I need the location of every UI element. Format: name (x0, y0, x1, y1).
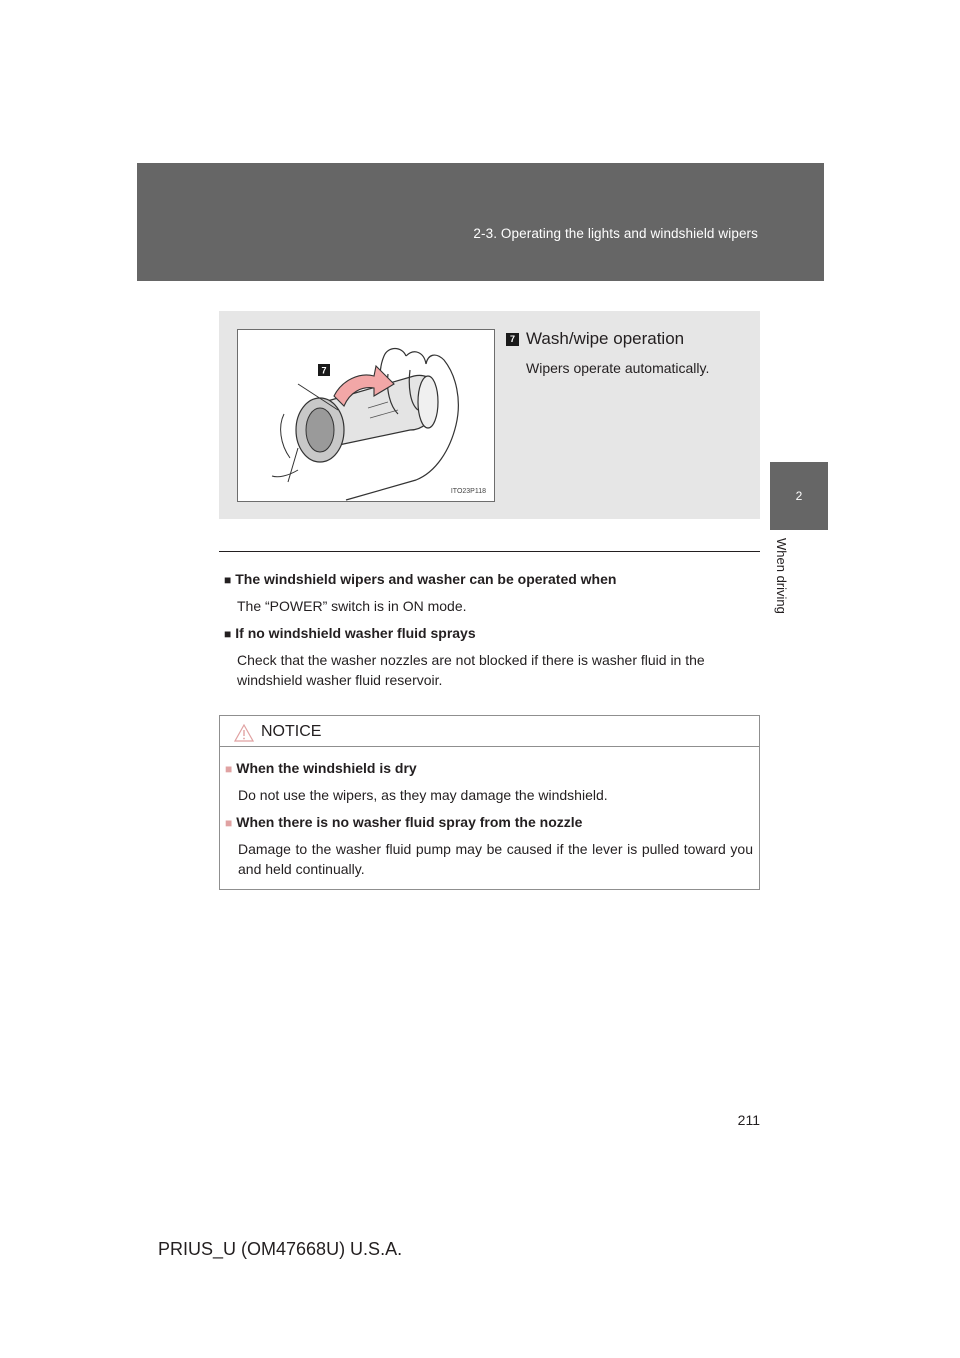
operation-panel (219, 311, 760, 519)
wiper-lever-illustration (237, 329, 495, 502)
notice-text: Damage to the washer fluid pump may be caused if the lever is pulled toward you and held continually. (238, 841, 753, 877)
footer-model: PRIUS_U (OM47668U) U.S.A. (158, 1239, 403, 1259)
notice-box (219, 715, 760, 890)
bullet-square-icon: ■ (225, 816, 233, 830)
operation-title: Wash/wipe operation (526, 329, 685, 348)
header-band (137, 163, 824, 281)
info-section (224, 570, 754, 698)
notice-header (220, 716, 759, 747)
info-heading: ■ If no windshield washer fluid sprays (224, 625, 476, 641)
section-divider (219, 551, 760, 552)
info-heading: ■ The windshield wipers and washer can be operated when (224, 571, 617, 587)
chapter-label-wrap (768, 538, 798, 628)
notice-heading: ■ When there is no washer fluid spray from the nozzle (225, 814, 583, 830)
bullet-square-icon: ■ (224, 573, 232, 587)
info-body: Check that the washer nozzles are not blocked if there is washer fluid in the windshield washer fluid reservoir. (237, 652, 705, 688)
chapter-tab (770, 462, 828, 530)
bullet-square-icon: ■ (224, 627, 232, 641)
wiper-lever-icon (238, 330, 494, 501)
operation-marker: 7 (506, 333, 519, 346)
info-body: The “POWER” switch is in ON mode. (237, 598, 467, 614)
operation-description: Wipers operate automatically. (526, 360, 710, 376)
warning-triangle-icon (234, 724, 254, 742)
section-title: 2-3. Operating the lights and windshield wipers (473, 226, 758, 241)
chapter-label: When driving (774, 538, 789, 614)
notice-title: NOTICE (261, 723, 322, 740)
page-number: 211 (737, 1112, 760, 1128)
chapter-number: 2 (795, 489, 803, 503)
notice-heading: ■ When the windshield is dry (225, 760, 417, 776)
bullet-square-icon: ■ (225, 762, 233, 776)
svg-text:7: 7 (321, 365, 327, 376)
illustration-code: ITO23P118 (450, 488, 486, 495)
notice-text: Do not use the wipers, as they may damage the windshield. (238, 787, 608, 803)
notice-body (220, 747, 759, 879)
